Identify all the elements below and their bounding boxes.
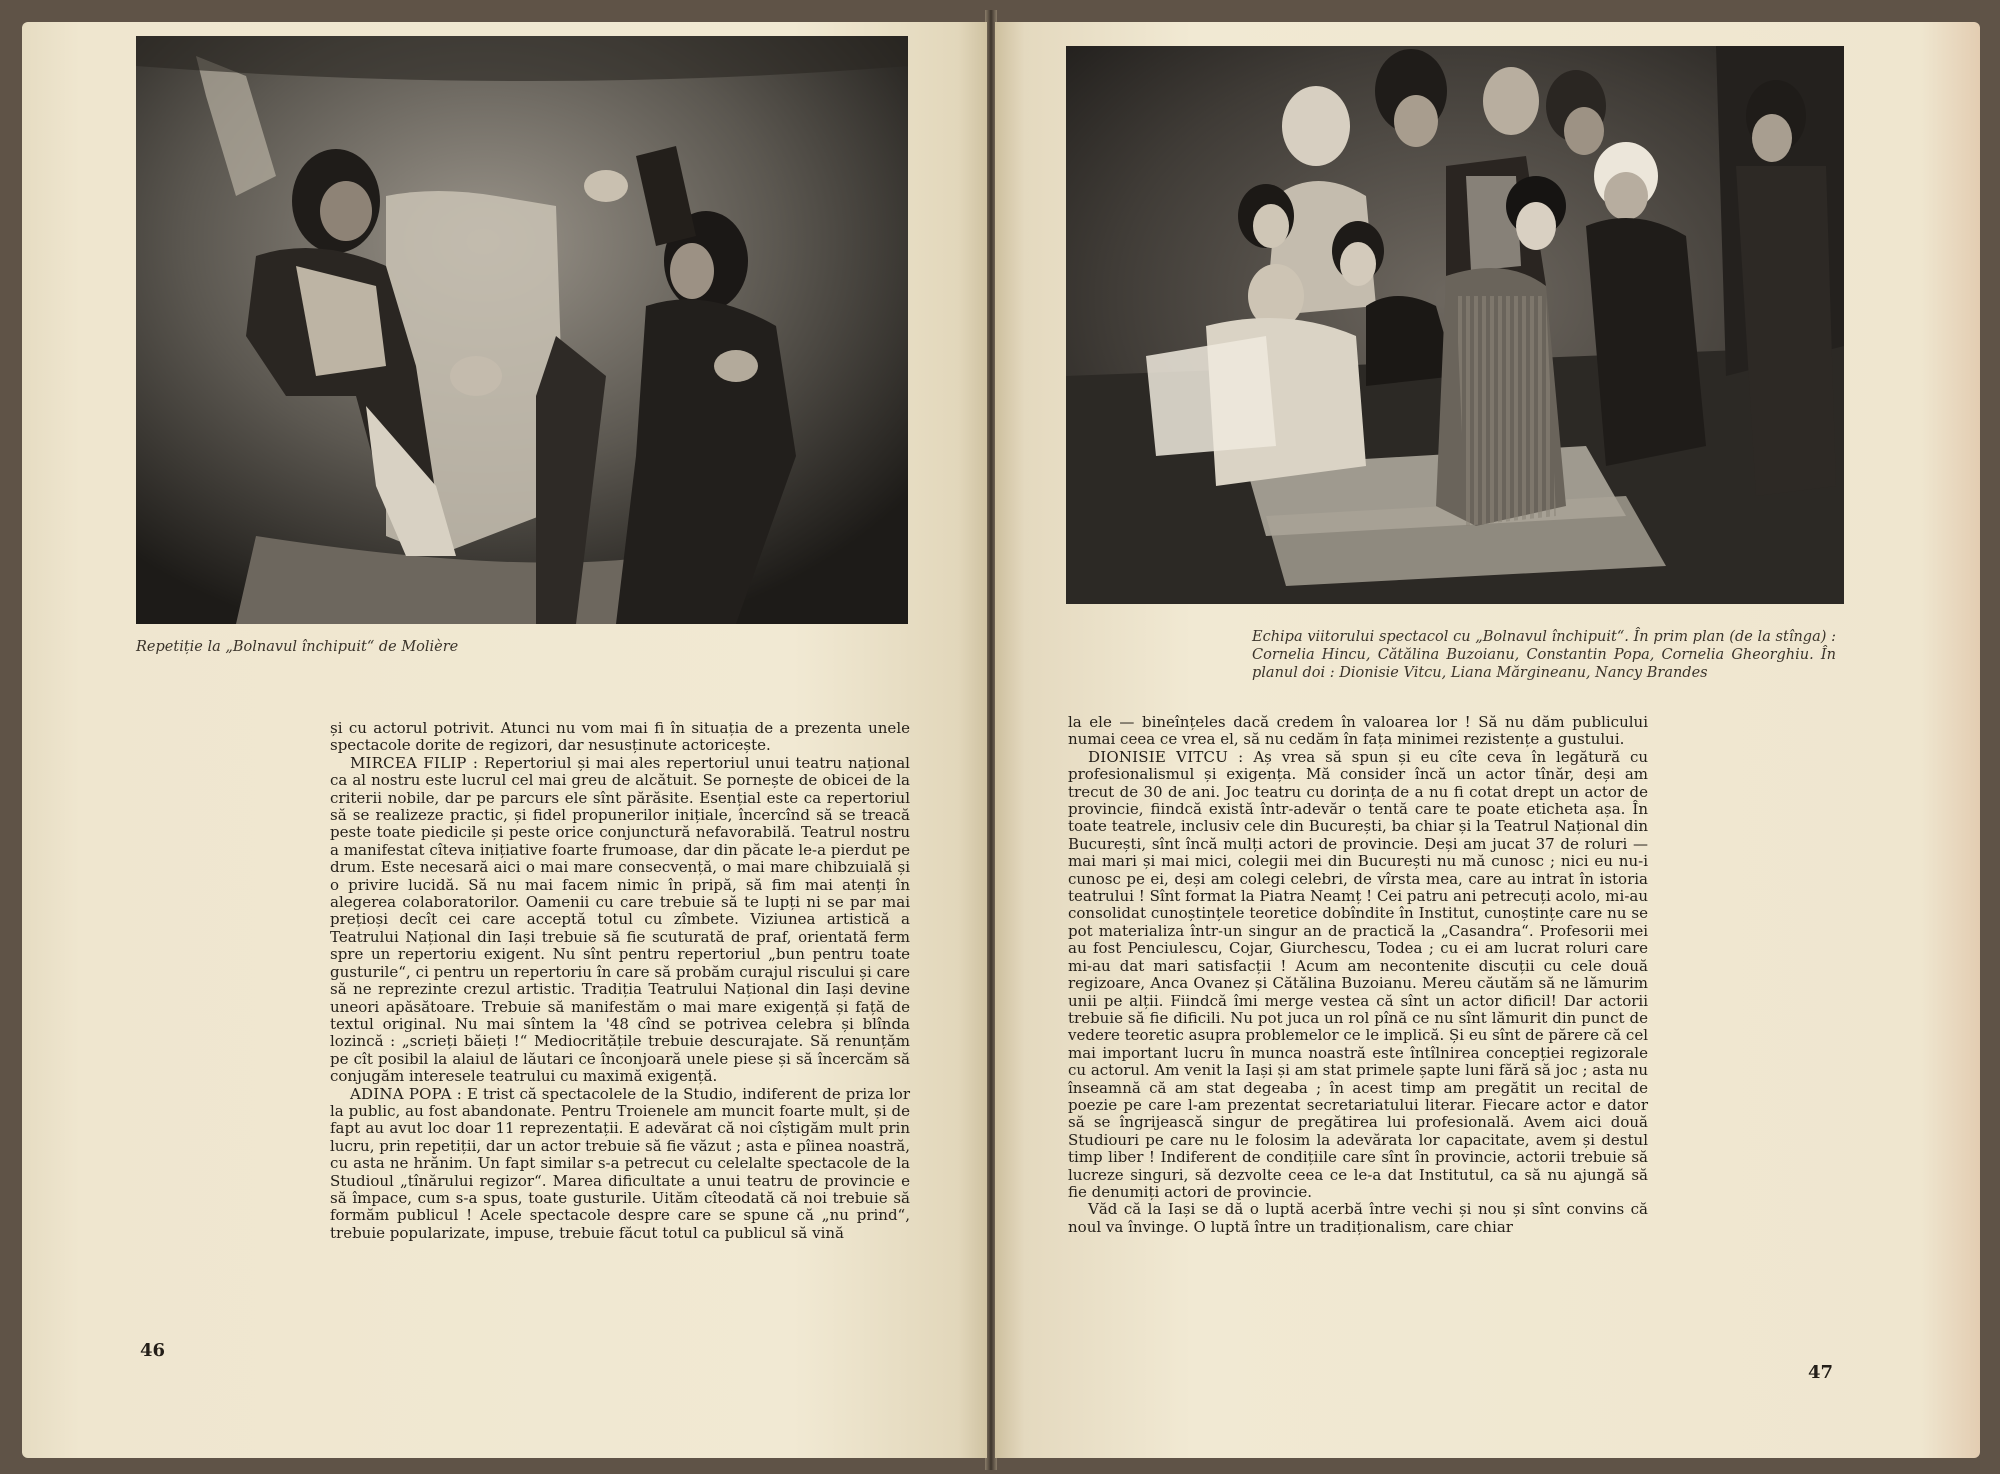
paragraph — [1068, 749, 1648, 1202]
right-photo-caption: Echipa viitorului spectacol cu „Bolnavul închipuit“. În prim plan (de la stînga) : Cornelia Hincu, Cătălina Buzoianu, Constantin Popa, Cornelia Gheorghiu. În planul doi : Dionisie Vitcu, Liana Mărgineanu, Nancy Brandes — [1252, 629, 1836, 681]
right-article-text — [1068, 714, 1648, 1236]
paragraph-text: Aș vrea să spun și eu cîte ceva în legătură cu profesionalismul și exigența. Mă consider încă un actor tînăr, deși am trecut de 30 de ani. Joc teatru cu dorința de a nu fi cotat drept un actor de provincie, fiindcă există într-adevăr o tentă care te poate eticheta așa. În toate teatrele, inclusiv cele din București, ba chiar și la Teatrul Național din București, sînt încă mulți actori de provincie. Deși am jucat 37 de roluri — mai mari și mai mici, colegii mei din București nu mă cunosc ; nici eu nu-i cunosc pe ei, deși am colegi celebri, de vîrsta mea, care au intrat în istoria teatrului ! Sînt format la Piatra Neamț ! Cei patru ani petrecuți acolo, mi-au consolidat cunoștințele teoretice dobîndite în Institut, cunoștințe care nu se pot materializa într-un singur an de practică la „Casandra“. Profesorii mei au fost Penciulescu, Cojar, Giurchescu, Todea ; cu ei am lucrat roluri care mi-au dat mari satisfacții ! Acum am necontenite discuții cu cele două regizoare, Anca Ovanez și Cătălina Buzoianu. Mereu căutăm să ne lămurim unii pe alții. Fiindcă îmi merge vestea că sînt un actor dificil! Dar actorii trebuie să fie dificili. Nu pot juca un rol pînă ce nu sînt lămurit din punct de vedere teoretic asupra problemelor ce le implică. Și eu sînt de părere că cel mai important lucru în munca noastră este întîlnirea concepției regizorale cu actorul. Am venit la Iași și am stat primele șapte luni fără să joc ; asta nu înseamnă că am stat degeaba ; în acest timp am pregătit un recital de poezie pe care l-am prezentat secretariatului literar. Fiecare actor e dator să se îngrijească singur de pregătirea lui profesională. Avem aici două Studiouri pe care nu le folosim la adevărata lor capacitate, avem și destul timp liber ! Indiferent de condițiile care sînt în provincie, actorii trebuie să lucreze singuri, să dezvolte ceea ce le-a dat Institutul, ca să nu ajungă să fie denumiți actori de provincie. — [1068, 747, 1649, 1201]
rehearsal-photo-image — [136, 36, 908, 624]
paragraph — [1068, 1201, 1648, 1236]
paragraph — [330, 1086, 910, 1243]
paragraph-text: Repertoriul și mai ales repertoriul unui teatru național ca al nostru este lucrul cel mai greu de alcătuit. Se pornește de obicei de la criterii nobile, dar pe parcurs ele sînt părăsite. Esențial este ca repertoriul să se realizeze practic, și fidel propunerilor inițiale, încercînd să se treacă peste toate piedicile și peste orice conjunctură nefavorabilă. Teatrul nostru a manifestat cîteva inițiative foarte frumoase, dar din păcate le-a pierdut pe drum. Este necesară aici o mai mare consecvență, o mai mare chibzuială și o privire lucidă. Să nu mai facem nimic în pripă, să fim mai atenți în alegerea colaboratorilor. Oamenii cu care trebuie să te lupți ni se par mai prețioși decît cei care acceptă totul cu zîmbete. Viziunea artistică a Teatrului Național din Iași trebuie să fie scuturată de praf, orientată ferm spre un repertoriu exigent. Nu sînt pentru repertoriul „bun pentru toate gusturile“, ci pentru un repertoriu în care să probăm curajul riscului și care să ne reprezinte crezul artistic. Tradiția Teatrului Național din Iași devine uneori apăsătoare. Trebuie să manifestăm o mai mare exigență și față de textul original. Nu mai sîntem la '48 cînd se potrivea celebra și blînda lozincă : „scrieți băieți !“ Mediocritățile trebuie descurajate. Să renunțăm pe cît posibil la alaiul de lăutari ce înconjoară unele piese și să încercăm să conjugăm interesele teatrului cu maximă exigență. — [330, 753, 910, 1086]
speaker-name: MIRCEA FILIP : — [350, 753, 479, 772]
team-photo-image — [1066, 46, 1844, 604]
page-number-right: 47 — [1808, 1362, 1834, 1383]
speaker-name: ADINA POPA : — [350, 1084, 463, 1103]
left-article-text — [330, 720, 910, 1242]
paragraph-text: și cu actorul potrivit. Atunci nu vom mai fi în situația de a prezenta unele spectacole dorite de regizori, dar nesusținute actoricește. — [330, 719, 910, 755]
page-number-left: 46 — [140, 1340, 166, 1361]
paragraph — [330, 720, 910, 755]
right-page — [995, 22, 1980, 1458]
rehearsal-photo — [136, 36, 908, 624]
left-photo-caption: Repetiție la „Bolnavul închipuit“ de Molière — [136, 639, 459, 655]
paragraph-text: la ele — bineînțeles dacă credem în valoarea lor ! Să nu dăm publicului numai ceea ce vrea el, să nu cedăm în fața minimei rezistențe a gustului. — [1068, 713, 1648, 749]
paragraph — [1068, 714, 1648, 749]
paragraph-text: Văd că la Iași se dă o luptă acerbă între vechi și nou și sînt convins că noul va învinge. O luptă între un tradiționalism, care chiar — [1068, 1200, 1648, 1236]
team-photo — [1066, 46, 1844, 604]
speaker-name: DIONISIE VITCU : — [1088, 747, 1244, 766]
paragraph — [330, 755, 910, 1086]
left-page — [22, 22, 987, 1458]
paragraph-text: E trist că spectacolele de la Studio, indiferent de priza lor la public, au fost abandonate. Pentru Troienele am muncit foarte mult, și de fapt au avut loc doar 11 reprezentații. E adevărat că noi cîștigăm mult prin lucru, prin repetiții, dar un actor trebuie să fie văzut ; asta e pîinea noastră, cu asta ne hrănim. Un fapt similar s-a petrecut cu celelalte spectacole de la Studioul „tînărului regizor“. Marea dificultate a unui teatru de provincie e să împace, cum s-a spus, toate gusturile. Uităm cîteodată că noi trebuie să formăm publicul ! Acele spectacole despre care se spune că „nu prind“, trebuie popularizate, impuse, trebuie făcut totul ca publicul să vină — [330, 1084, 910, 1242]
